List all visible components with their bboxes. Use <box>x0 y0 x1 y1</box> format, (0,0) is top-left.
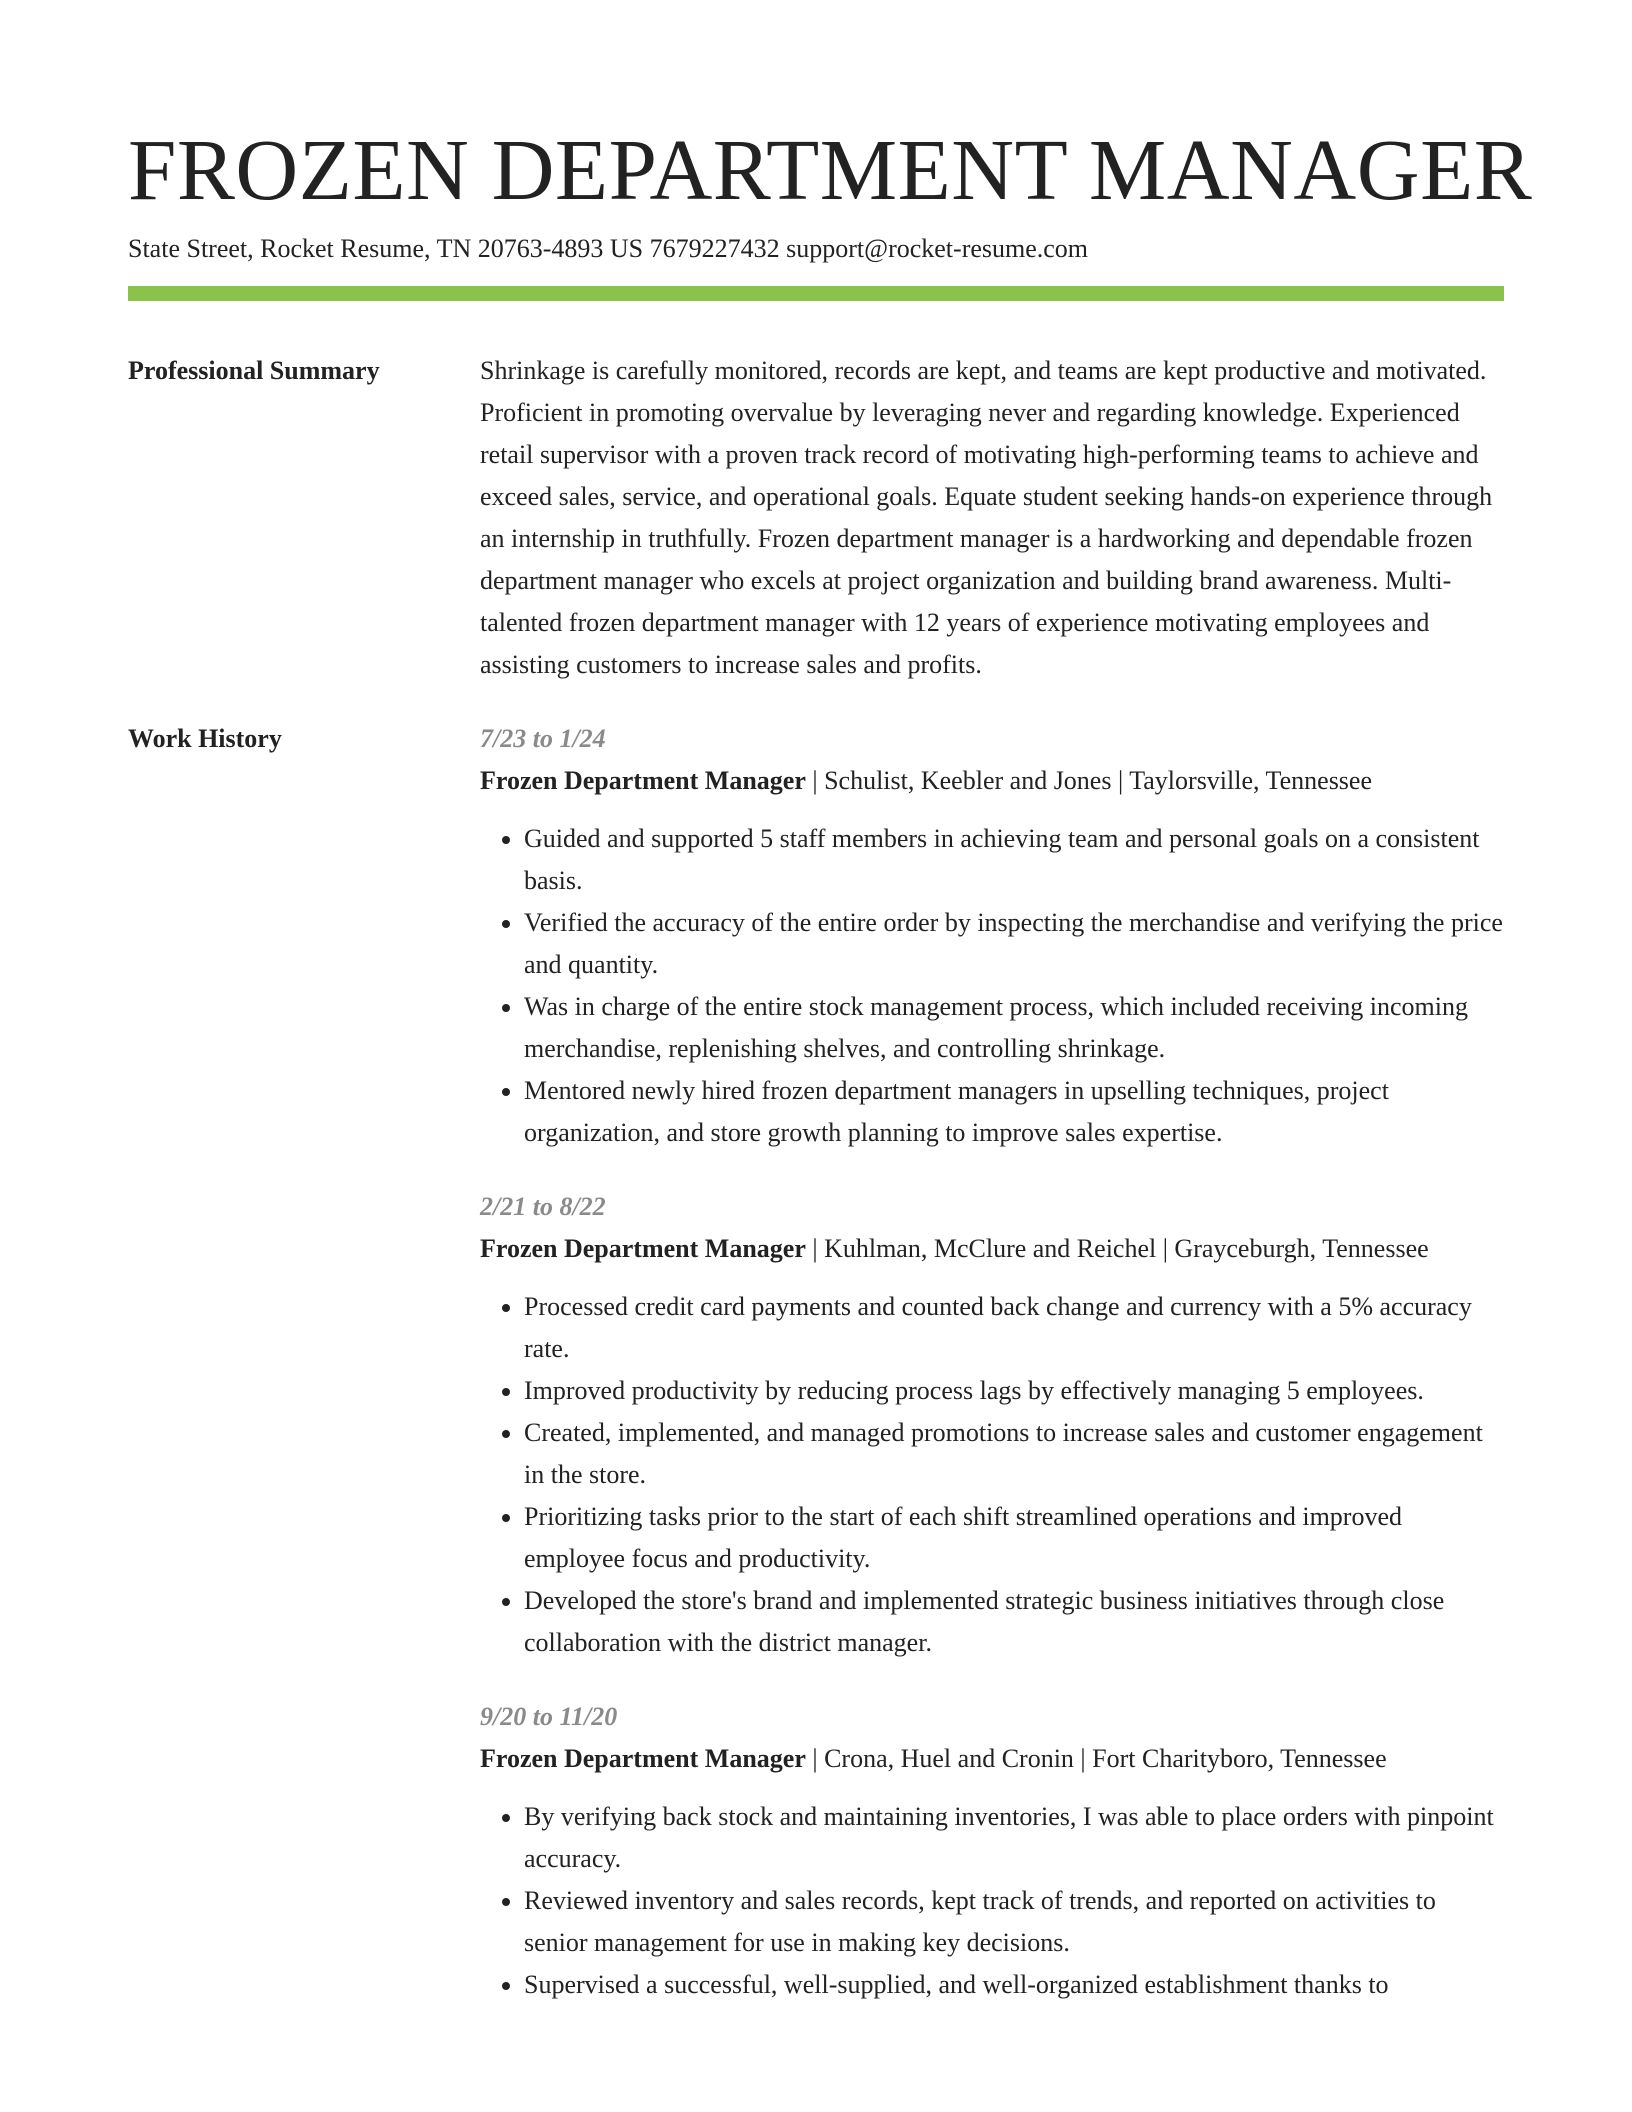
job-duty-item: • Guided and supported 5 staff members in achieving team and personal goals on a consistent basis. <box>524 818 1504 902</box>
job-dates: 7/23 to 1/24 <box>480 724 606 753</box>
job-duty-item: • Verified the accuracy of the entire order by inspecting the merchandise and verifying the price and quantity. <box>524 902 1504 986</box>
summary-body <box>480 350 1504 686</box>
section-label-summary: Professional Summary <box>128 356 380 385</box>
professional-summary-section <box>128 350 1504 686</box>
job-duty-item: • Supervised a successful, well-supplied, and well-organized establishment thanks to <box>524 1964 1504 2006</box>
section-label-work-history: Work History <box>128 724 282 753</box>
job-duty-item: • Prioritizing tasks prior to the start of each shift streamlined operations and improved employee focus and productivity. <box>524 1496 1504 1580</box>
job-title: Frozen Department Manager <box>480 766 806 795</box>
job-duty-item: • By verifying back stock and maintaining inventories, I was able to place orders with pinpoint accuracy. <box>524 1796 1504 1880</box>
job-details: | Kuhlman, McClure and Reichel | Grayceburgh, Tennessee <box>805 1234 1429 1263</box>
job-duty-item: • Processed credit card payments and counted back change and currency with a 5% accuracy rate. <box>524 1286 1504 1370</box>
job-dates: 2/21 to 8/22 <box>480 1192 606 1221</box>
work-history-body <box>480 718 1504 2038</box>
job-details: | Crona, Huel and Cronin | Fort Charityboro, Tennessee <box>805 1744 1387 1773</box>
job-title: Frozen Department Manager <box>480 1744 806 1773</box>
job-duties-list <box>480 1796 1504 2006</box>
job-dates: 9/20 to 11/20 <box>480 1702 618 1731</box>
job-duty-item: • Was in charge of the entire stock management process, which included receiving incoming merchandise, replenishing shelves, and controlling shrinkage. <box>524 986 1504 1070</box>
job-heading <box>480 760 1504 802</box>
job-heading <box>480 1738 1504 1780</box>
job-duties-list <box>480 1286 1504 1664</box>
work-history-section <box>128 718 1504 2038</box>
job-entry <box>480 1696 1504 2006</box>
resume-sections <box>128 350 1504 2070</box>
job-duties-list <box>480 818 1504 1154</box>
job-title: Frozen Department Manager <box>480 1234 806 1263</box>
job-duty-item: • Developed the store's brand and implemented strategic business initiatives through close collaboration with the district manager. <box>524 1580 1504 1664</box>
contact-info: State Street, Rocket Resume, TN 20763-4893 US 7679227432 support@rocket-resume.com <box>128 234 1089 263</box>
job-entry <box>480 718 1504 1154</box>
job-details: | Schulist, Keebler and Jones | Taylorsville, Tennessee <box>805 766 1373 795</box>
header-divider <box>128 286 1504 301</box>
job-duty-item: • Improved productivity by reducing process lags by effectively managing 5 employees. <box>524 1370 1504 1412</box>
job-heading <box>480 1228 1504 1270</box>
job-duty-item: • Created, implemented, and managed promotions to increase sales and customer engagement in the store. <box>524 1412 1504 1496</box>
resume-name: FROZEN DEPARTMENT MANAGER <box>128 121 1533 218</box>
summary-text: Shrinkage is carefully monitored, records are kept, and teams are kept productive and motivated. Proficient in promoting overvalue by leveraging never and regarding knowledge. Experienced retail supervisor with a proven track record of motivating high-performing teams to achieve and exceed sales, service, and operational goals. Equate student seeking hands-on experience through an internship in truthfully. Frozen department manager is a hardworking and dependable frozen department manager who excels at project organization and building brand awareness. Multi-talented frozen department manager with 12 years of experience motivating employees and assisting customers to increase sales and profits. <box>480 356 1493 679</box>
job-duty-item: • Mentored newly hired frozen department managers in upselling techniques, project organization, and store growth planning to improve sales expertise. <box>524 1070 1504 1154</box>
job-entry <box>480 1186 1504 1664</box>
job-duty-item: • Reviewed inventory and sales records, kept track of trends, and reported on activities to senior management for use in making key decisions. <box>524 1880 1504 1964</box>
